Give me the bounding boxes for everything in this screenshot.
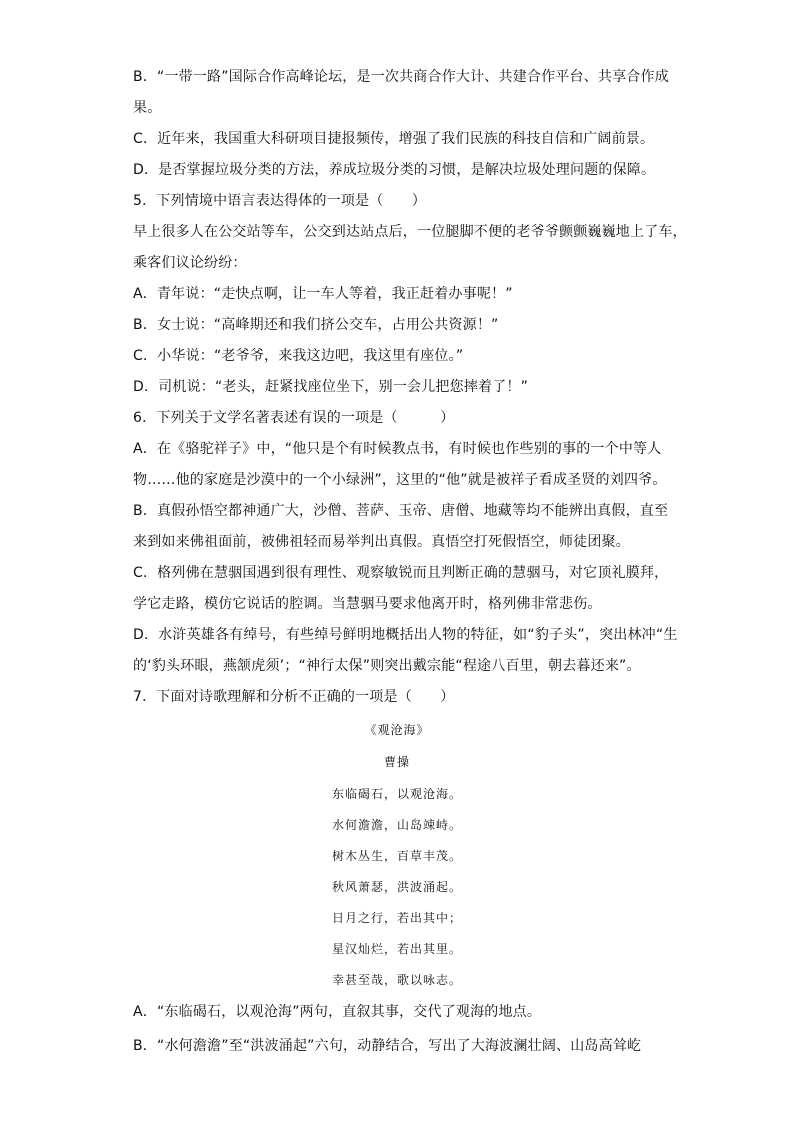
poem-author: 曹操 [383, 755, 410, 769]
text-line: B．“一带一路”国际合作高峰论坛，是一次共商合作大计、共建合作平台、共享合作成 [133, 69, 669, 85]
option-line: A．“东临碣石，以观沧海”两句，直叙其事，交代了观海的地点。 [133, 1004, 542, 1020]
text-line: C．小华说：“老爷爷，来我这边吧，我这里有座位。” [133, 348, 464, 364]
text-line: 来到如来佛祖面前，被佛祖轻而易举判出真假。真悟空打死假悟空，师徒团聚。 [133, 534, 630, 550]
text-line: C．近年来，我国重大科研项目捷报频传，增强了我们民族的科技自信和广阔前景。 [133, 131, 655, 147]
text-line: 6．下列关于文学名著表述有误的一项是（ ） [133, 410, 455, 426]
text-line: 果。 [133, 100, 162, 116]
text-line: 学它走路，模仿它说话的腔调。当慧骃马要求他离开时，格列佛非常悲伤。 [133, 596, 602, 612]
text-line: A．青年说：“走快点啊，让一车人等着，我正赶着办事呢！” [133, 286, 513, 302]
text-line: 早上很多人在公交站等车，公交到达站点后，一位腿脚不便的老爷爷颤颤巍巍地上了车， [133, 224, 687, 240]
text-line: 5．下列情境中语言表达得体的一项是（ ） [133, 193, 427, 209]
text-line: 的‘豹头环眼，燕颔虎须’；“神行太保”则突出戴宗能“程途八百里，朝去暮还来”。 [133, 658, 641, 674]
text-line: D．水浒英雄各有绰号，有些绰号鲜明地概括出人物的特征，如“豹子头”，突出林冲“生 [133, 627, 678, 643]
text-line: A．在《骆驼祥子》中，“他只是个有时候教点书，有时候也作些别的事的一个中等人 [133, 441, 662, 457]
text-line: 7．下面对诗歌理解和分析不正确的一项是（ ） [133, 689, 455, 705]
text-line: C．格列佛在慧骃国遇到很有理性、观察敏锐而且判断正确的慧骃马，对它顶礼膜拜， [133, 565, 669, 581]
text-line: B．真假孙悟空都神通广大，沙僧、菩萨、玉帝、唐僧、地藏等均不能辨出真假，直至 [133, 503, 669, 519]
text-line: D．司机说：“老头，赶紧找座位坐下，别一会儿把您摔着了！” [133, 379, 529, 395]
option-line: B．“水何澹澹”至“洪波涌起”六句，动静结合，写出了大海波澜壮阔、山岛高耸屹 [133, 1038, 642, 1054]
poem-title: 《观沧海》 [364, 723, 430, 737]
poem-line: 秋风萧瑟，洪波涌起。 [331, 880, 462, 894]
text-line: D．是否掌握垃圾分类的方法，养成垃圾分类的习惯，是解决垃圾处理问题的保障。 [133, 162, 656, 178]
poem-line: 星汉灿烂，若出其里。 [331, 942, 462, 956]
text-line: B．女士说：“高峰期还和我们挤公交车，占用公共资源！” [133, 317, 499, 333]
poem-line: 树木丛生，百草丰茂。 [331, 849, 462, 863]
poem-line: 幸甚至哉，歌以咏志。 [331, 973, 462, 987]
poem-line: 水何澹澹，山岛竦峙。 [331, 818, 462, 832]
poem-line: 东临碣石，以观沧海。 [331, 787, 462, 801]
text-line: 物……他的家庭是沙漠中的一个小绿洲”，这里的“他”就是被祥子看成圣贤的刘四爷。 [133, 472, 667, 488]
text-line: 乘客们议论纷纷： [133, 255, 247, 271]
poem-line: 日月之行，若出其中； [331, 911, 462, 925]
